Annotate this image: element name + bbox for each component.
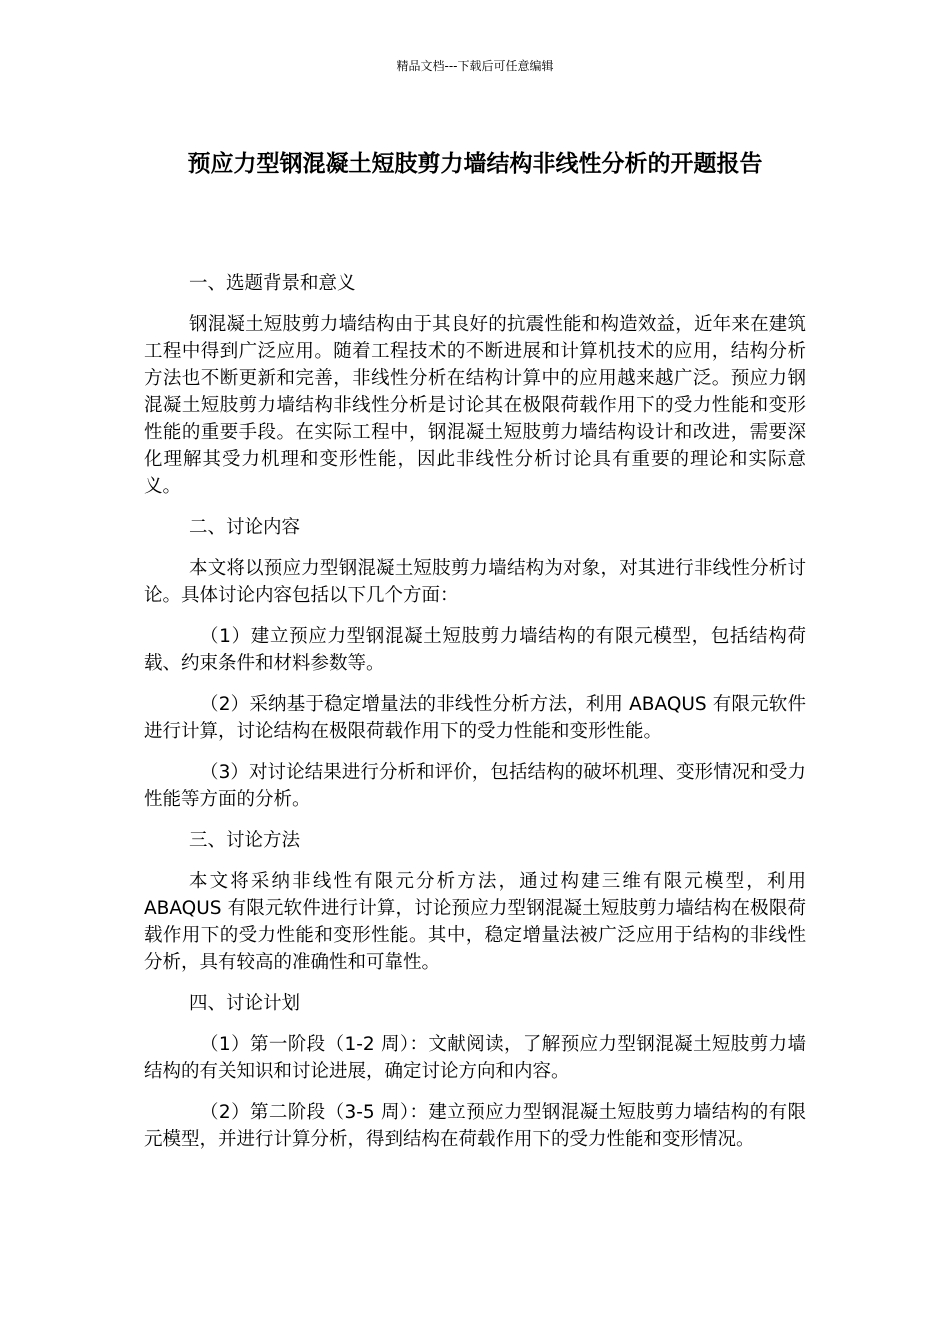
paragraph-background: 钢混凝土短肢剪力墙结构由于其良好的抗震性能和构造效益，近年来在建筑工程中得到广泛应用。随着工程技术的不断进展和计算机技术的应用，结构分析方法也不断更新和完善，非线性分析在结构计算中的应用越来越广泛。预应力钢混凝土短肢剪力墙结构非线性分析是讨论其在极限荷载作用下的受力性能和变形性能的重要手段。在实际工程中，钢混凝土短肢剪力墙结构设计和改进，需要深化理解其受力机理和变形性能，因此非线性分析讨论具有重要的理论和实际意义。 bbox=[144, 314, 806, 497]
paragraph-content-intro: 本文将以预应力型钢混凝土短肢剪力墙结构为对象，对其进行非线性分析讨论。具体讨论内容包括以下几个方面： bbox=[144, 558, 806, 606]
section-heading-content: 二、讨论内容 bbox=[189, 517, 301, 538]
list-item: （1）第一阶段（1-2 周）：文献阅读，了解预应力型钢混凝土短肢剪力墙结构的有关知识和讨论进展，确定讨论方向和内容。 bbox=[144, 1034, 806, 1082]
header-note: 精品文档---下载后可任意编辑 bbox=[396, 59, 554, 73]
section-heading-plan: 四、讨论计划 bbox=[189, 993, 301, 1014]
section-heading-background: 一、选题背景和意义 bbox=[189, 273, 356, 294]
document-body bbox=[144, 270, 806, 1167]
list-item: （2）采纳基于稳定增量法的非线性分析方法，利用 ABAQUS 有限元软件进行计算，讨论结构在极限荷载作用下的受力性能和变形性能。 bbox=[144, 694, 806, 742]
section-heading-method: 三、讨论方法 bbox=[189, 830, 301, 851]
list-item: （1）建立预应力型钢混凝土短肢剪力墙结构的有限元模型，包括结构荷载、约束条件和材料参数等。 bbox=[144, 626, 806, 674]
list-item: （2）第二阶段（3-5 周）：建立预应力型钢混凝土短肢剪力墙结构的有限元模型，并进行计算分析，得到结构在荷载作用下的受力性能和变形情况。 bbox=[144, 1102, 806, 1150]
paragraph-method: 本文将采纳非线性有限元分析方法，通过构建三维有限元模型，利用 ABAQUS 有限元软件进行计算，讨论预应力型钢混凝土短肢剪力墙结构在极限荷载作用下的受力性能和变形性能。其中，稳定增量法被广泛应用于结构的非线性分析，具有较高的准确性和可靠性。 bbox=[144, 871, 806, 973]
list-item: （3）对讨论结果进行分析和评价，包括结构的破坏机理、变形情况和受力性能等方面的分析。 bbox=[144, 762, 806, 810]
document-title: 预应力型钢混凝土短肢剪力墙结构非线性分析的开题报告 bbox=[187, 151, 763, 177]
